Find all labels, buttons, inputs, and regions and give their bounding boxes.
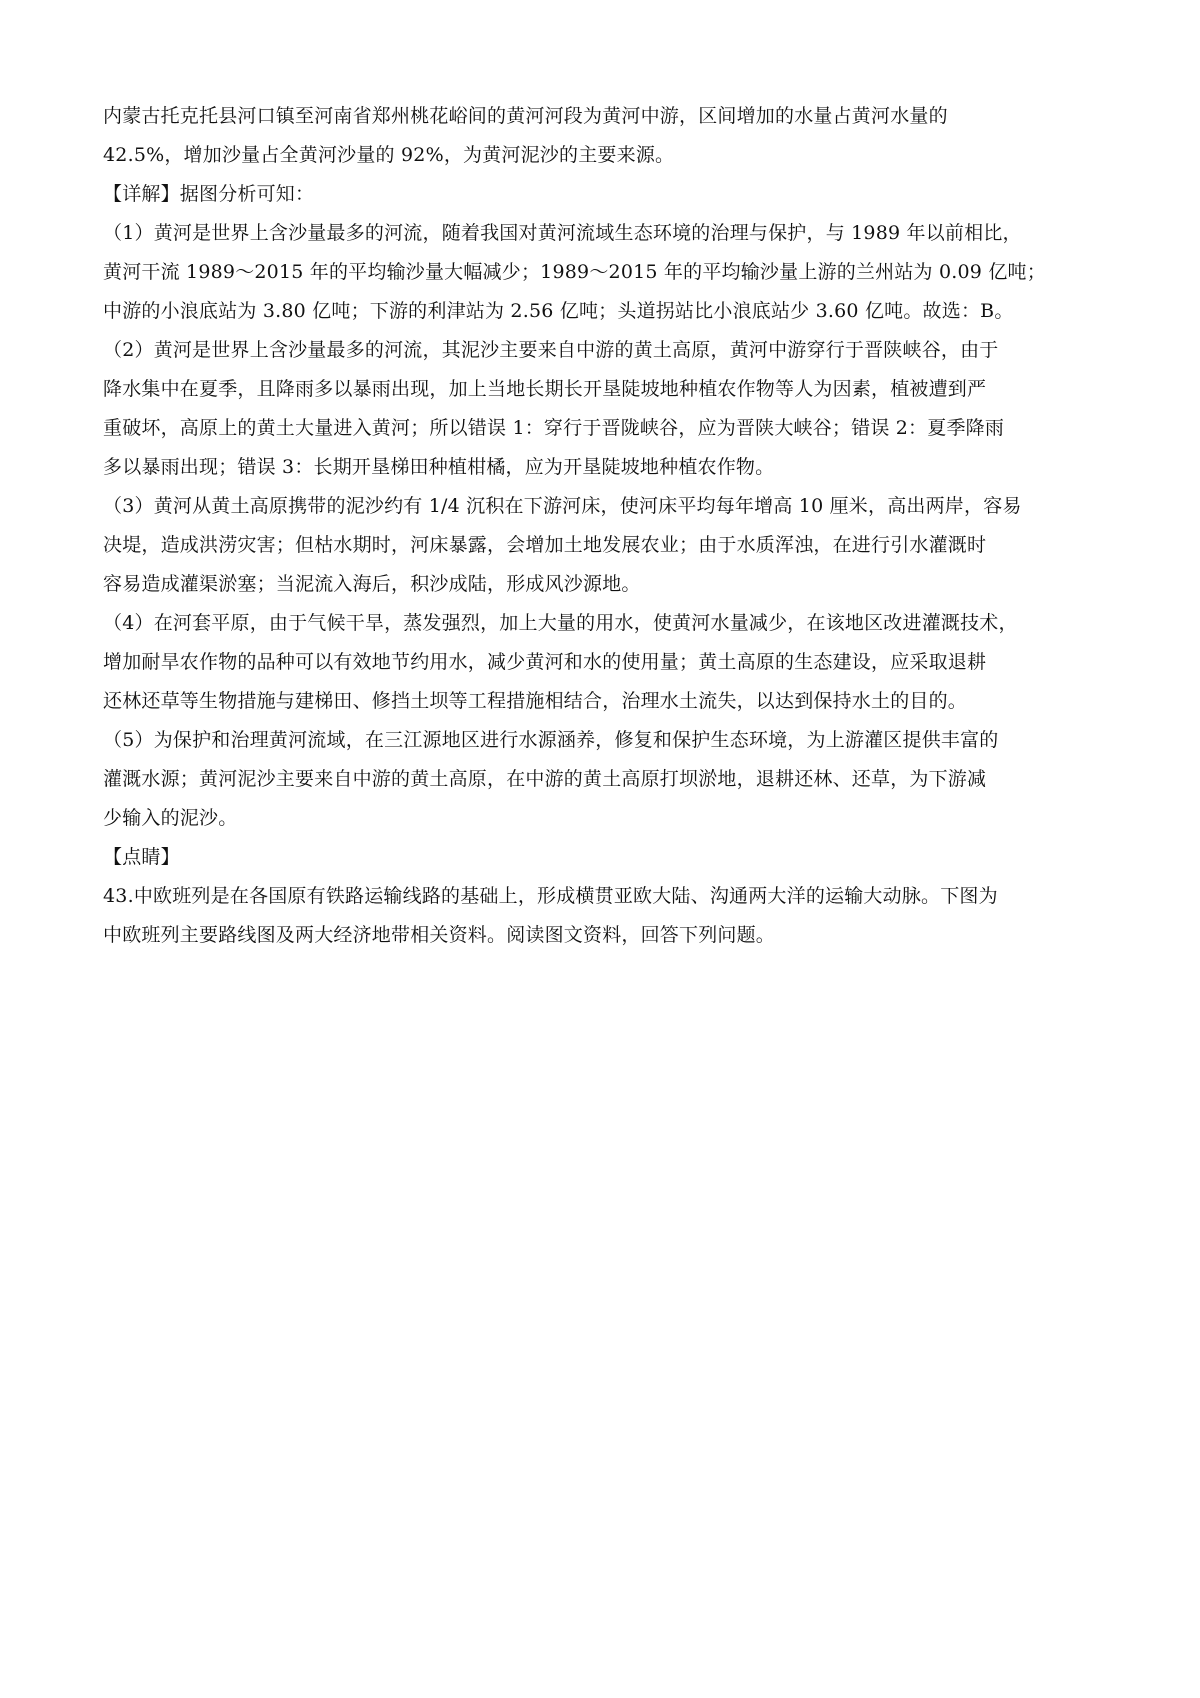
- text-line: （4）在河套平原，由于气候干旱，蒸发强烈，加上大量的用水，使黄河水量减少，在该地区改进灌溉技术，: [103, 612, 1018, 634]
- text-line: 黄河干流 1989～2015 年的平均输沙量大幅减少；1989～2015 年的平均输沙量上游的兰州站为 0.09 亿吨；: [103, 261, 1046, 283]
- text-line: 42.5%，增加沙量占全黄河沙量的 92%，为黄河泥沙的主要来源。: [103, 144, 675, 166]
- section-heading-detail: 【详解】据图分析可知：: [103, 183, 315, 205]
- text-line: 降水集中在夏季，且降雨多以暴雨出现，加上当地长期长开垦陡坡地种植农作物等人为因素，植被遭到严: [103, 378, 987, 400]
- text-line: 内蒙古托克托县河口镇至河南省郑州桃花峪间的黄河河段为黄河中游，区间增加的水量占黄河水量的: [103, 105, 948, 127]
- text-line: （2）黄河是世界上含沙量最多的河流，其泥沙主要来自中游的黄土高原，黄河中游穿行于晋陕峡谷，由于: [103, 339, 999, 361]
- text-line: 容易造成灌渠淤塞；当泥流入海后，积沙成陆，形成风沙源地。: [103, 573, 641, 595]
- section-heading-comment: 【点睛】: [103, 846, 180, 868]
- text-line: 灌溉水源；黄河泥沙主要来自中游的黄土高原，在中游的黄土高原打坝淤地，退耕还林、还草，为下游减: [103, 768, 987, 790]
- question-text: 43.中欧班列是在各国原有铁路运输线路的基础上，形成横贯亚欧大陆、沟通两大洋的运输大动脉。下图为: [103, 885, 998, 907]
- text-line: 少输入的泥沙。: [103, 807, 238, 829]
- text-line: 增加耐旱农作物的品种可以有效地节约用水，减少黄河和水的使用量；黄土高原的生态建设，应采取退耕: [103, 651, 987, 673]
- document-body: [103, 97, 1101, 955]
- text-line: （5）为保护和治理黄河流域，在三江源地区进行水源涵养，修复和保护生态环境，为上游灌区提供丰富的: [103, 729, 999, 751]
- text-line: 重破坏，高原上的黄土大量进入黄河；所以错误 1：穿行于晋陇峡谷，应为晋陕大峡谷；错误 2：夏季降雨: [103, 417, 1005, 439]
- text-line: 还林还草等生物措施与建梯田、修挡土坝等工程措施相结合，治理水土流失，以达到保持水土的目的。: [103, 690, 968, 712]
- text-line: 多以暴雨出现；错误 3：长期开垦梯田种植柑橘，应为开垦陡坡地种植农作物。: [103, 456, 775, 478]
- text-line: （1）黄河是世界上含沙量最多的河流，随着我国对黄河流域生态环境的治理与保护，与 1989 年以前相比，: [103, 222, 1022, 244]
- text-line: 中游的小浪底站为 3.80 亿吨；下游的利津站为 2.56 亿吨；头道拐站比小浪底站少 3.60 亿吨。故选：B。: [103, 300, 1014, 322]
- question-text: 中欧班列主要路线图及两大经济地带相关资料。阅读图文资料，回答下列问题。: [103, 924, 776, 946]
- text-line: 决堤，造成洪涝灾害；但枯水期时，河床暴露，会增加土地发展农业；由于水质浑浊，在进行引水灌溉时: [103, 534, 987, 556]
- text-line: （3）黄河从黄土高原携带的泥沙约有 1/4 沉积在下游河床，使河床平均每年增高 10 厘米，高出两岸，容易: [103, 495, 1022, 517]
